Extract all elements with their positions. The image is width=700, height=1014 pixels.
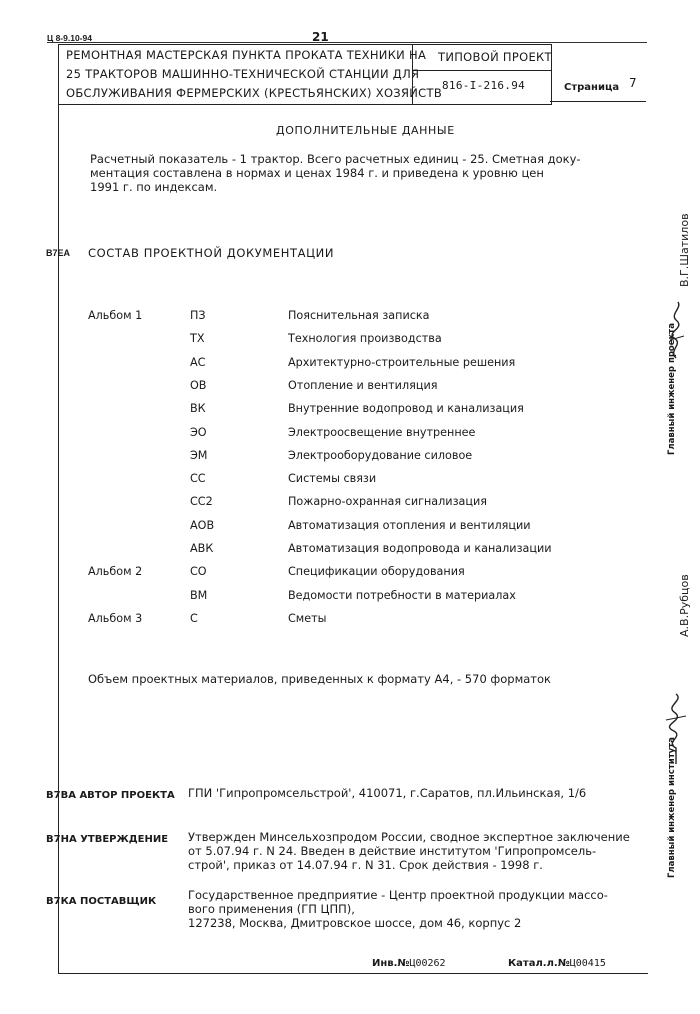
chief-project-engineer-signature (662, 300, 692, 360)
doc-mark: СС (190, 472, 206, 485)
author-label (46, 790, 175, 801)
author-code: В7ВА (46, 790, 76, 801)
bottom-rule (58, 973, 648, 974)
author-text: ГПИ 'Гипропромсельстрой', 410071, г.Саратов, пл.Ильинская, 1/6 (188, 786, 587, 800)
supplier-label (46, 896, 156, 907)
title-line-2: 25 ТРАКТОРОВ МАШИННО-ТЕХНИЧЕСКОЙ СТАНЦИИ ДЛЯ (66, 67, 420, 81)
doc-mark: СС2 (190, 495, 213, 508)
title-line-1: РЕМОНТНАЯ МАСТЕРСКАЯ ПУНКТА ПРОКАТА ТЕХНИКИ НА (66, 48, 427, 62)
top-rule (47, 42, 647, 43)
additional-data-text (90, 152, 630, 194)
doc-name: Внутренние водопровод и канализация (288, 402, 524, 415)
doc-name: Электроосвещение внутреннее (288, 426, 476, 439)
doc-name: Электрооборудование силовое (288, 449, 473, 462)
additional-data-heading: ДОПОЛНИТЕЛЬНЫЕ ДАННЫЕ (276, 124, 455, 137)
album-label: Альбом 2 (88, 565, 143, 578)
project-type-label: ТИПОВОЙ ПРОЕКТ (438, 50, 552, 64)
code-box-divider (412, 70, 552, 71)
doc-name: Пожарно-охранная сигнализация (288, 495, 487, 508)
doc-name: Архитектурно-строительные решения (288, 356, 516, 369)
doc-name: Ведомости потребности в материалах (288, 589, 516, 602)
composition-code: В7ЕА (46, 248, 71, 258)
additional-data-line: ментация составлена в нормах и ценах 1984 г. и приведена к уровню цен (90, 166, 544, 180)
doc-name: Автоматизация водопровода и канализации (288, 542, 552, 555)
approval-code: В7НА (46, 834, 77, 845)
approval-title: УТВЕРЖДЕНИЕ (80, 834, 169, 845)
doc-name: Сметы (288, 612, 327, 625)
doc-mark: АОВ (190, 519, 215, 532)
album-label: Альбом 3 (88, 612, 143, 625)
doc-name: Спецификации оборудования (288, 565, 465, 578)
volume-note: Объем проектных материалов, приведенных к формату А4, - 570 форматок (88, 672, 551, 686)
inventory-number (372, 958, 446, 969)
catalog-value: Ц00415 (569, 958, 606, 969)
doc-mark: СО (190, 565, 207, 578)
chief-project-engineer-name: В.Г.Шатилов (678, 213, 691, 287)
chief-institute-engineer-label: Главный инженер института (667, 737, 677, 878)
inventory-label: Инв.№ (372, 958, 410, 969)
doc-mark: АВК (190, 542, 214, 555)
page-number: 7 (629, 76, 637, 90)
sheet-number: 21 (312, 30, 329, 44)
supplier-text (188, 888, 608, 930)
doc-mark: ОВ (190, 379, 207, 392)
approval-line: от 5.07.94 г. N 24. Введен в действие институтом 'Гипропромсель- (188, 844, 597, 858)
doc-mark: ЭМ (190, 449, 208, 462)
supplier-title: ПОСТАВЩИК (79, 896, 157, 907)
inventory-value: Ц00262 (409, 958, 446, 969)
doc-name: Пояснительная записка (288, 309, 430, 322)
doc-mark: С (190, 612, 198, 625)
album-label: Альбом 1 (88, 309, 143, 322)
doc-name: Системы связи (288, 472, 377, 485)
composition-heading: СОСТАВ ПРОЕКТНОЙ ДОКУМЕНТАЦИИ (88, 246, 335, 260)
supplier-line: вого применения (ГП ЦПП), (188, 902, 355, 916)
project-code: 816-I-216.94 (442, 79, 526, 92)
additional-data-line: Расчетный показатель - 1 трактор. Всего расчетных единиц - 25. Сметная доку- (90, 152, 581, 166)
doc-id: Ц 8-9.10-94 (47, 33, 92, 43)
supplier-line: 127238, Москва, Дмитровское шоссе, дом 46, корпус 2 (188, 916, 522, 930)
catalog-label: Катал.л.№ (508, 958, 570, 969)
doc-name: Отопление и вентиляция (288, 379, 438, 392)
doc-name: Автоматизация отопления и вентиляции (288, 519, 531, 532)
chief-institute-engineer-name: А.В.Рубцов (678, 574, 691, 637)
doc-mark: ТХ (190, 332, 205, 345)
doc-name: Технология производства (288, 332, 442, 345)
title-line-3: ОБСЛУЖИВАНИЯ ФЕРМЕРСКИХ (КРЕСТЬЯНСКИХ) ХОЗЯЙСТВ (66, 86, 443, 100)
approval-line: строй', приказ от 14.07.94 г. N 31. Срок действия - 1998 г. (188, 858, 543, 872)
additional-data-line: 1991 г. по индексам. (90, 180, 218, 194)
approval-label (46, 834, 168, 845)
doc-mark: ВК (190, 402, 206, 415)
doc-mark: ЭО (190, 426, 207, 439)
chief-project-engineer-label: Главный инженер проекта (667, 323, 677, 455)
approval-line: Утвержден Минсельхозпродом России, сводное экспертное заключение (188, 830, 630, 844)
doc-mark: ВМ (190, 589, 208, 602)
supplier-line: Государственное предприятие - Центр проектной продукции массо- (188, 888, 608, 902)
approval-text (188, 830, 630, 872)
page-box-underline (550, 101, 646, 102)
doc-mark: ПЗ (190, 309, 206, 322)
author-title: АВТОР ПРОЕКТА (79, 790, 175, 801)
catalog-number (508, 958, 606, 969)
chief-institute-engineer-signature (660, 690, 692, 766)
supplier-code: В7КА (46, 896, 77, 907)
page-label: Страница (564, 82, 620, 93)
doc-mark: АС (190, 356, 206, 369)
